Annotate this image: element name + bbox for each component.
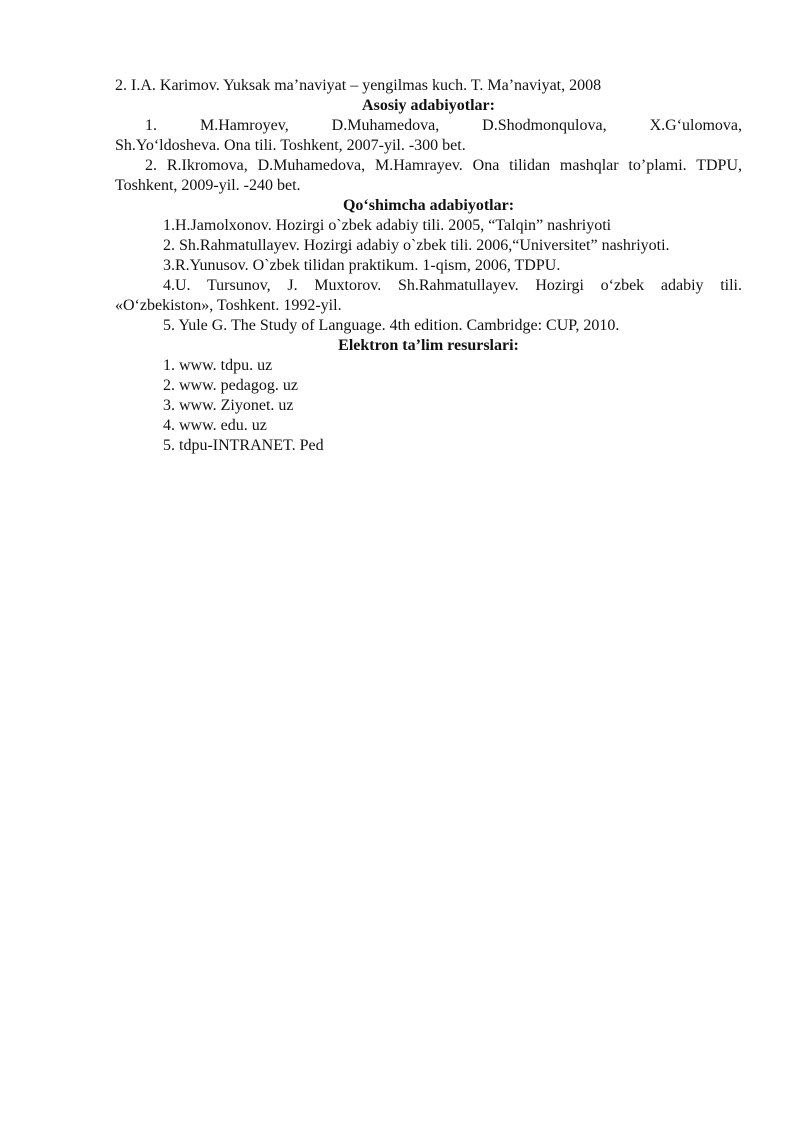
asosiy-item-1-line-1: 1. M.Hamroyev, D.Muhamedova, D.Shodmonqulova, X.G‘ulomova, (145, 117, 742, 134)
section-heading-asosiy: Asosiy adabiyotlar: (362, 97, 495, 114)
elektron-resource-4: 4. www. edu. uz (163, 417, 267, 434)
qoshimcha-item-2: 2. Sh.Rahmatullayev. Hozirgi adabiy o`zbek tili. 2006,“Universitet” nashriyoti. (163, 237, 670, 254)
elektron-resource-5: 5. tdpu-INTRANET. Ped (163, 437, 324, 454)
qoshimcha-item-4-line-2: «O‘zbekiston», Toshkent. 1992-yil. (115, 297, 342, 314)
section-heading-qoshimcha: Qo‘shimcha adabiyotlar: (342, 197, 515, 214)
asosiy-item-2-line-1: 2. R.Ikromova, D.Muhamedova, M.Hamrayev. Ona tilidan mashqlar to’plami. TDPU, (145, 157, 742, 174)
qoshimcha-item-4-line-1: 4.U. Tursunov, J. Muxtorov. Sh.Rahmatullayev. Hozirgi o‘zbek adabiy tili. (163, 277, 742, 294)
qoshimcha-item-5: 5. Yule G. The Study of Language. 4th edition. Cambridge: CUP, 2010. (163, 317, 620, 334)
elektron-resource-1: 1. www. tdpu. uz (163, 357, 273, 374)
elektron-resource-2: 2. www. pedagog. uz (163, 377, 298, 394)
document-page (115, 76, 742, 456)
qoshimcha-item-1: 1.H.Jamolxonov. Hozirgi o`zbek adabiy tili. 2005, “Talqin” nashriyoti (163, 217, 612, 234)
asosiy-item-2-line-2: Toshkent, 2009-yil. -240 bet. (115, 177, 301, 194)
asosiy-item-1-line-2: Sh.Yo‘ldosheva. Ona tili. Toshkent, 2007-yil. -300 bet. (115, 137, 466, 154)
qoshimcha-item-3: 3.R.Yunusov. O`zbek tilidan praktikum. 1-qism, 2006, TDPU. (163, 257, 561, 274)
reference-item-karimov: 2. I.A. Karimov. Yuksak ma’naviyat – yengilmas kuch. T. Ma’naviyat, 2008 (115, 77, 602, 94)
section-heading-elektron: Elektron ta’lim resurslari: (338, 337, 519, 354)
elektron-resource-3: 3. www. Ziyonet. uz (163, 397, 294, 414)
